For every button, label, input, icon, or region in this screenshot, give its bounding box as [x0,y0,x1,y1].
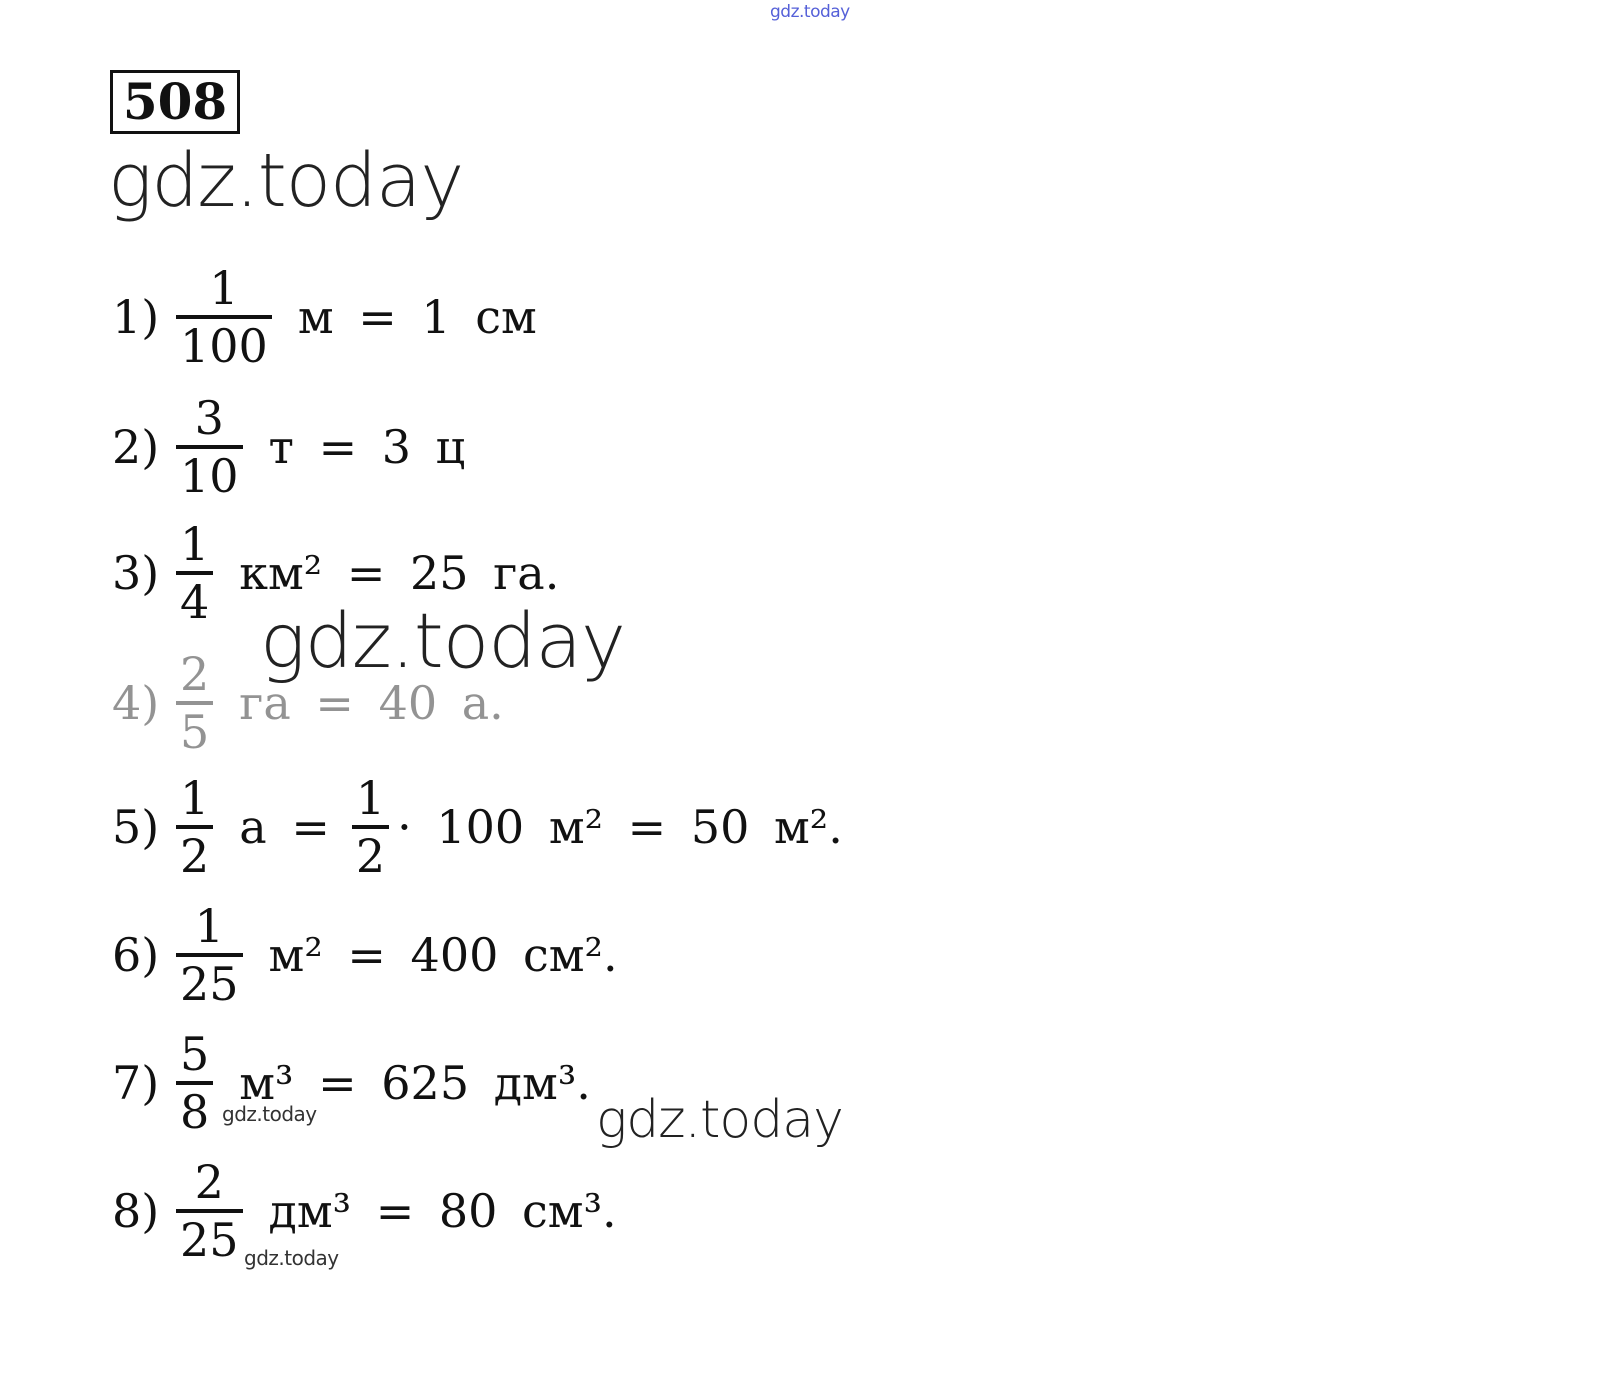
watermark-header: gdz.today [108,138,464,224]
expression-second: · 100 м² = 50 м². [397,800,843,854]
item-7 [112,1018,591,1148]
denominator: 100 [176,315,272,369]
expression: а = [239,800,330,854]
expression: м³ = 625 дм³. [239,1056,591,1110]
expression: га = 40 а. [239,676,504,730]
item-label: 4) [112,676,160,730]
item-label: 7) [112,1056,160,1110]
numerator: 1 [209,261,239,315]
task-number: 508 [110,70,240,134]
item-label: 6) [112,928,160,982]
item-label: 8) [112,1184,160,1238]
numerator: 3 [194,391,224,445]
denominator: 4 [176,571,213,625]
item-8 [112,1146,617,1276]
fraction [176,261,272,373]
denominator: 2 [352,825,389,879]
item-label: 2) [112,420,160,474]
fraction [176,1027,213,1139]
watermark-mid: gdz.today [260,596,625,685]
denominator: 8 [176,1081,213,1135]
watermark-top: gdz.today [770,2,850,22]
item-1 [112,252,537,382]
fraction-second [352,771,389,883]
numerator: 1 [355,771,386,825]
expression: м = 1 см [297,290,537,344]
numerator: 2 [194,1155,224,1209]
watermark-small-1: gdz.today [222,1102,317,1126]
expression: дм³ = 80 см³. [268,1184,617,1238]
denominator: 5 [176,701,213,755]
fraction [176,1155,243,1267]
denominator: 25 [176,953,243,1007]
item-label: 1) [112,290,160,344]
numerator: 5 [180,1027,210,1081]
item-2 [112,382,465,512]
fraction [176,391,243,503]
item-5 [112,762,843,892]
expression: т = 3 ц [268,420,466,474]
item-label: 5) [112,800,160,854]
expression: км² = 25 га. [239,546,560,600]
watermark-small-2: gdz.today [244,1246,339,1270]
expression: м² = 400 см². [268,928,618,982]
item-6 [112,890,618,1020]
denominator: 10 [176,445,243,499]
watermark-lower: gdz.today [596,1090,843,1150]
numerator: 1 [194,899,224,953]
numerator: 1 [180,517,210,571]
denominator: 2 [176,825,213,879]
fraction [176,899,243,1011]
denominator: 25 [176,1209,243,1263]
item-label: 3) [112,546,160,600]
fraction [176,771,213,883]
numerator: 1 [180,771,210,825]
fraction [176,647,213,759]
numerator: 2 [180,647,210,701]
fraction [176,517,213,629]
